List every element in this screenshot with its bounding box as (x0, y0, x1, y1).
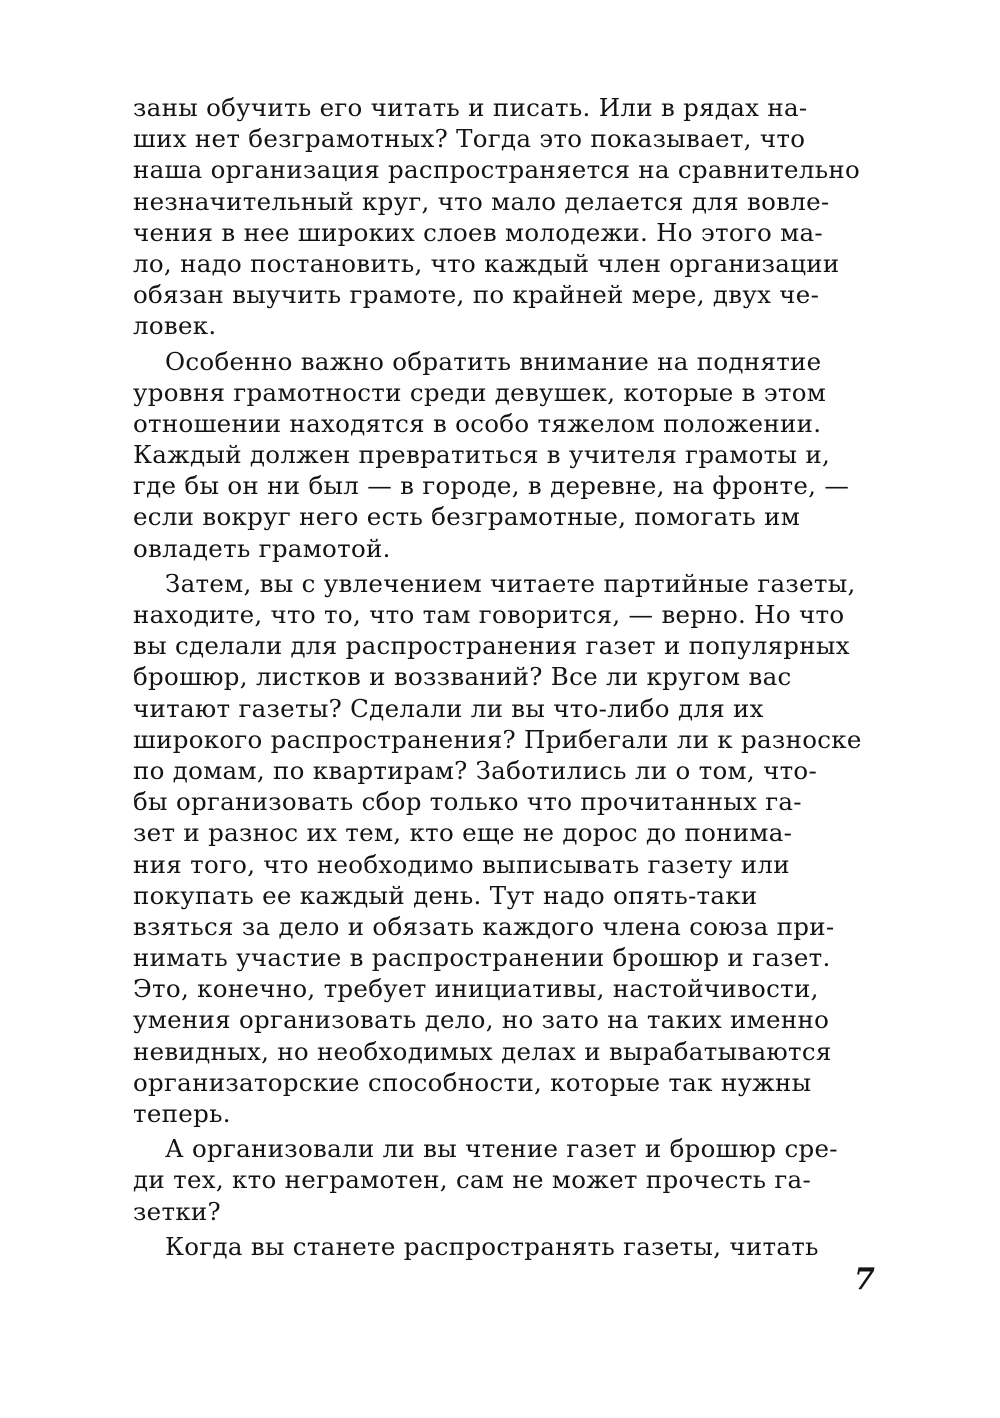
text-line: ловек. (133, 311, 217, 341)
paragraph-2 (133, 346, 870, 564)
paragraph-5 (133, 1231, 870, 1262)
text-line: если вокруг него есть безграмотные, помогать им (133, 502, 801, 532)
paragraph-4 (133, 1133, 870, 1227)
text-line: взяться за дело и обязать каждого члена союза при- (133, 911, 835, 941)
text-line: вы сделали для распространения газет и популярных (133, 631, 850, 661)
text-line: ших нет безграмотных? Тогда это показывает, что (133, 124, 806, 154)
text-line: широкого распространения? Прибегали ли к разноске (133, 724, 862, 754)
text-line: Затем, вы с увлечением читаете партийные газеты, (165, 568, 856, 598)
text-line: находите, что то, что там говорится, — верно. Но что (133, 600, 845, 629)
text-line: Каждый должен превратиться в учителя грамоты и, (133, 440, 831, 470)
text-line: невидных, но необходимых делах и вырабатываются (133, 1036, 832, 1066)
text-line: овладеть грамотой. (133, 533, 391, 563)
text-line: ния того, что необходимо выписывать газету или (133, 849, 790, 879)
text-line: брошюр, листков и воззваний? Все ли кругом вас (133, 662, 792, 692)
text-line: читают газеты? Сделали ли вы что-либо для их (133, 693, 764, 723)
text-line: покупать ее каждый день. Тут надо опять-таки (133, 880, 758, 910)
text-line: незначительный круг, что мало делается для вовле- (133, 186, 830, 216)
text-line: отношении находятся в особо тяжелом положении. (133, 408, 822, 438)
paragraph-3 (133, 568, 870, 1129)
text-line: зетки? (133, 1196, 221, 1226)
text-line: ди тех, кто неграмотен, сам не может прочесть га- (133, 1165, 812, 1195)
text-line: умения организовать дело, но зато на таких именно (133, 1005, 830, 1035)
body-text (133, 92, 870, 1262)
text-line: Особенно важно обратить внимание на поднятие (165, 346, 822, 376)
text-line: Когда вы станете распространять газеты, читать (165, 1231, 819, 1261)
text-line: А организовали ли вы чтение газет и брошюр сре- (165, 1134, 838, 1164)
text-line: обязан выучить грамоте, по крайней мере, двух че- (133, 280, 820, 310)
text-line: уровня грамотности среди девушек, которые в этом (133, 377, 827, 407)
text-line: зет и разнос их тем, кто еще не дорос до понима- (133, 818, 793, 848)
text-line: ло, надо постановить, что каждый член организации (133, 248, 840, 278)
text-line: бы организовать сбор только что прочитанных га- (133, 787, 802, 817)
paragraph-1 (133, 92, 870, 342)
text-line: по домам, по квартирам? Заботились ли о том, что- (133, 755, 818, 785)
text-line: где бы он ни был — в городе, в деревне, на фронте, — (133, 471, 850, 501)
text-line: заны обучить его читать и писать. Или в рядах на- (133, 93, 808, 122)
text-line: наша организация распространяется на сравнительно (133, 155, 861, 185)
text-line: нимать участие в распространении брошюр и газет. (133, 943, 831, 973)
text-line: теперь. (133, 1099, 231, 1128)
page-number: 7 (854, 1262, 875, 1297)
text-line: чения в нее широких слоев молодежи. Но этого ма- (133, 217, 823, 247)
text-line: организаторские способности, которые так нужны (133, 1067, 812, 1097)
text-line: Это, конечно, требует инициативы, настойчивости, (133, 974, 819, 1004)
